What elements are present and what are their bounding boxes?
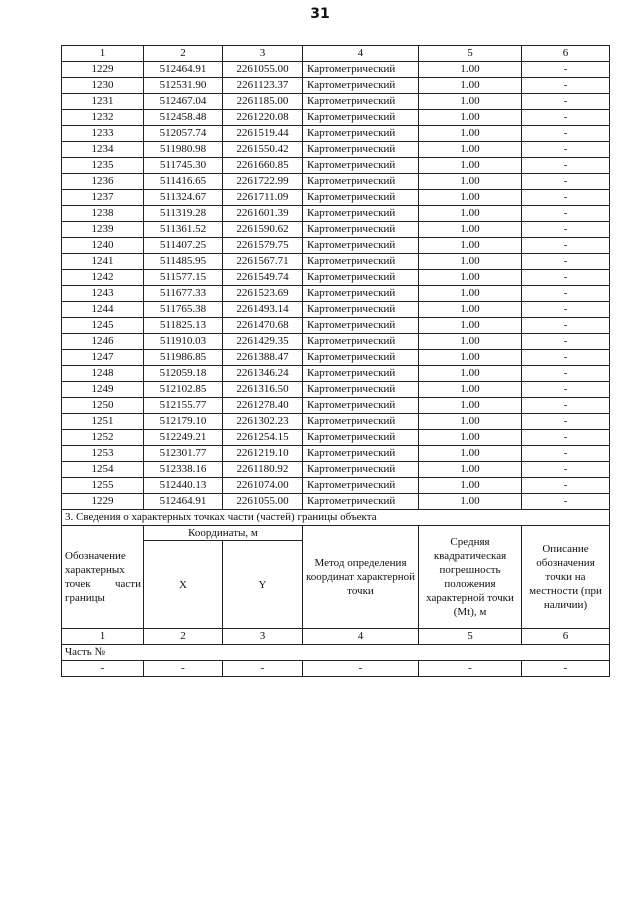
table-row — [62, 110, 610, 126]
table-cell: 511319.28 — [144, 206, 223, 222]
table-row — [62, 270, 610, 286]
table-cell: 1231 — [62, 94, 144, 110]
table-cell: Картометрический — [303, 446, 419, 462]
table-cell: 2261388.47 — [223, 350, 303, 366]
table-cell: 1234 — [62, 142, 144, 158]
table-cell: 1.00 — [419, 318, 522, 334]
description-header: Описание обозначения точки на местности (при наличии) — [522, 526, 610, 629]
table-cell: 2261185.00 — [223, 94, 303, 110]
table-cell: 511416.65 — [144, 174, 223, 190]
table-row — [62, 142, 610, 158]
table-cell: 1240 — [62, 238, 144, 254]
table-cell: 2261550.42 — [223, 142, 303, 158]
table-cell: Картометрический — [303, 142, 419, 158]
table-cell: 2261074.00 — [223, 478, 303, 494]
table-cell: - — [303, 661, 419, 677]
table-cell: Картометрический — [303, 62, 419, 78]
table-cell: Картометрический — [303, 270, 419, 286]
table-cell: 1.00 — [419, 334, 522, 350]
table-cell: - — [522, 430, 610, 446]
table-cell: - — [522, 318, 610, 334]
table-cell: 511485.95 — [144, 254, 223, 270]
header-cell: 2 — [144, 46, 223, 62]
table-cell: 1.00 — [419, 110, 522, 126]
table-cell: 2261429.35 — [223, 334, 303, 350]
table-row — [62, 158, 610, 174]
header-cell: 1 — [62, 46, 144, 62]
table-cell: 1244 — [62, 302, 144, 318]
header-cell: 6 — [522, 46, 610, 62]
header-cell: 3 — [223, 629, 303, 645]
table-cell: 1247 — [62, 350, 144, 366]
table-cell: 511677.33 — [144, 286, 223, 302]
table-row — [62, 462, 610, 478]
y-header: Y — [223, 541, 303, 629]
table-cell: 512301.77 — [144, 446, 223, 462]
table-cell: Картометрический — [303, 334, 419, 350]
table-cell: 2261278.40 — [223, 398, 303, 414]
table-cell: - — [522, 206, 610, 222]
table-cell: 512464.91 — [144, 62, 223, 78]
table-row — [62, 478, 610, 494]
header-cell: 5 — [419, 46, 522, 62]
table-cell: - — [522, 158, 610, 174]
table-cell: 511980.98 — [144, 142, 223, 158]
table-cell: - — [522, 382, 610, 398]
table-cell: - — [522, 462, 610, 478]
table-cell: - — [62, 661, 144, 677]
table-cell: - — [522, 110, 610, 126]
table-cell: 1248 — [62, 366, 144, 382]
table-cell: 2261302.23 — [223, 414, 303, 430]
table-cell: - — [144, 661, 223, 677]
table-cell: - — [522, 190, 610, 206]
table-cell: 512059.18 — [144, 366, 223, 382]
table-cell: 2261123.37 — [223, 78, 303, 94]
table-cell: - — [522, 254, 610, 270]
error-header: Средняя квадратическая погрешность положения характерной точки (Mt), м — [419, 526, 522, 629]
table-cell: 1.00 — [419, 254, 522, 270]
table-cell: 1251 — [62, 414, 144, 430]
table-cell: Картометрический — [303, 430, 419, 446]
table-cell: - — [522, 142, 610, 158]
table-cell: 2261711.09 — [223, 190, 303, 206]
coordinates-header: Координаты, м — [144, 526, 303, 541]
table-cell: 1.00 — [419, 302, 522, 318]
table-cell: - — [522, 78, 610, 94]
table-row — [62, 94, 610, 110]
table-cell: 2261219.10 — [223, 446, 303, 462]
table-cell: 1.00 — [419, 238, 522, 254]
table-cell: - — [522, 446, 610, 462]
table-cell: 1255 — [62, 478, 144, 494]
table-cell: 511986.85 — [144, 350, 223, 366]
table-cell: Картометрический — [303, 494, 419, 510]
table-cell: 2261220.08 — [223, 110, 303, 126]
section-number-row — [62, 629, 610, 645]
table-cell: 512464.91 — [144, 494, 223, 510]
table-cell: 512102.85 — [144, 382, 223, 398]
table-row — [62, 350, 610, 366]
table-row — [62, 494, 610, 510]
table-cell: 1230 — [62, 78, 144, 94]
table-cell: - — [522, 350, 610, 366]
table-cell: 512467.04 — [144, 94, 223, 110]
table-cell: 2261493.14 — [223, 302, 303, 318]
table-cell: 511745.30 — [144, 158, 223, 174]
table-cell: 511407.25 — [144, 238, 223, 254]
table-cell: 511825.13 — [144, 318, 223, 334]
table-cell: Картометрический — [303, 206, 419, 222]
table-cell: Картометрический — [303, 190, 419, 206]
table-cell: 1.00 — [419, 62, 522, 78]
table-cell: Картометрический — [303, 398, 419, 414]
table-row — [62, 382, 610, 398]
table-cell: 1.00 — [419, 142, 522, 158]
header-cell: 5 — [419, 629, 522, 645]
table-cell: 1.00 — [419, 78, 522, 94]
table-cell: Картометрический — [303, 126, 419, 142]
table-cell: 1241 — [62, 254, 144, 270]
table-cell: 1253 — [62, 446, 144, 462]
table-cell: 512057.74 — [144, 126, 223, 142]
table-cell: 1.00 — [419, 494, 522, 510]
table-cell: - — [522, 94, 610, 110]
table-row — [62, 78, 610, 94]
table-cell: 512458.48 — [144, 110, 223, 126]
table-row — [62, 302, 610, 318]
part-label-row — [62, 645, 610, 661]
table-row — [62, 238, 610, 254]
table-cell: - — [522, 366, 610, 382]
table-cell: Картометрический — [303, 254, 419, 270]
table-cell: 1235 — [62, 158, 144, 174]
table-cell: - — [522, 398, 610, 414]
table-cell: 2261567.71 — [223, 254, 303, 270]
table-cell: 2261549.74 — [223, 270, 303, 286]
table-cell: Картометрический — [303, 158, 419, 174]
table-cell: 2261601.39 — [223, 206, 303, 222]
table-cell: Картометрический — [303, 350, 419, 366]
table-cell: Картометрический — [303, 110, 419, 126]
section-header-row — [62, 526, 610, 541]
table-cell: 1.00 — [419, 430, 522, 446]
table-cell: Картометрический — [303, 414, 419, 430]
table-cell: 1.00 — [419, 414, 522, 430]
table-cell: 512440.13 — [144, 478, 223, 494]
table-cell: Картометрический — [303, 222, 419, 238]
table-cell: - — [522, 174, 610, 190]
table-cell: 1243 — [62, 286, 144, 302]
table-cell: 512338.16 — [144, 462, 223, 478]
table-cell: 1242 — [62, 270, 144, 286]
table-cell: 2261316.50 — [223, 382, 303, 398]
table-row — [62, 398, 610, 414]
table-cell: 1.00 — [419, 270, 522, 286]
method-header: Метод определения координат характерной точки — [303, 526, 419, 629]
table-cell: 1245 — [62, 318, 144, 334]
table-cell: 1.00 — [419, 366, 522, 382]
table-row — [62, 446, 610, 462]
page-number: 31 — [310, 6, 330, 22]
table-cell: - — [522, 222, 610, 238]
table-cell: 1.00 — [419, 462, 522, 478]
table-cell: 512249.21 — [144, 430, 223, 446]
table-cell: 1.00 — [419, 382, 522, 398]
table-cell: 1233 — [62, 126, 144, 142]
table-cell: 1238 — [62, 206, 144, 222]
table-cell: 1254 — [62, 462, 144, 478]
table-row — [62, 190, 610, 206]
table-cell: Картометрический — [303, 238, 419, 254]
table-cell: 2261519.44 — [223, 126, 303, 142]
table-cell: 511765.38 — [144, 302, 223, 318]
section-title-row — [62, 510, 610, 526]
table-row — [62, 174, 610, 190]
table-cell: 1.00 — [419, 190, 522, 206]
table-cell: Картометрический — [303, 462, 419, 478]
table-cell: 1236 — [62, 174, 144, 190]
table-cell: 2261055.00 — [223, 494, 303, 510]
table-cell: - — [522, 478, 610, 494]
table-cell: - — [522, 126, 610, 142]
table-cell: 512155.77 — [144, 398, 223, 414]
table-cell: Картометрический — [303, 94, 419, 110]
section-title: 3. Сведения о характерных точках части (частей) границы объекта — [62, 510, 610, 526]
table-cell: 1246 — [62, 334, 144, 350]
table-cell: Картометрический — [303, 382, 419, 398]
table-cell: 1229 — [62, 494, 144, 510]
boundary-points-table — [61, 45, 610, 677]
table-cell: 2261590.62 — [223, 222, 303, 238]
table-cell: 2261579.75 — [223, 238, 303, 254]
table-cell: - — [522, 270, 610, 286]
point-label-header: Обозначение характерных точек части границы — [62, 526, 144, 629]
table-cell: 1.00 — [419, 446, 522, 462]
table-cell: 2261254.15 — [223, 430, 303, 446]
table-cell: 1.00 — [419, 126, 522, 142]
column-number-row — [62, 46, 610, 62]
table-cell: Картометрический — [303, 318, 419, 334]
table-cell: - — [522, 302, 610, 318]
table-cell: 1.00 — [419, 398, 522, 414]
table-row — [62, 366, 610, 382]
table-row — [62, 286, 610, 302]
header-cell: 4 — [303, 629, 419, 645]
table-cell: - — [522, 414, 610, 430]
table-cell: 1250 — [62, 398, 144, 414]
table-cell: 2261523.69 — [223, 286, 303, 302]
header-cell: 1 — [62, 629, 144, 645]
table-cell: 1.00 — [419, 222, 522, 238]
table-cell: Картометрический — [303, 286, 419, 302]
table-cell: - — [522, 238, 610, 254]
table-cell: - — [522, 661, 610, 677]
table-row — [62, 126, 610, 142]
table-cell: Картометрический — [303, 302, 419, 318]
table-row — [62, 206, 610, 222]
table-cell: 2261470.68 — [223, 318, 303, 334]
table-cell: - — [419, 661, 522, 677]
table-cell: 1232 — [62, 110, 144, 126]
table-row — [62, 254, 610, 270]
table-row — [62, 222, 610, 238]
table-cell: 1.00 — [419, 206, 522, 222]
table-cell: 511577.15 — [144, 270, 223, 286]
table-cell: 1237 — [62, 190, 144, 206]
part-label: Часть № — [62, 645, 610, 661]
table-cell: 511361.52 — [144, 222, 223, 238]
table-cell: 512179.10 — [144, 414, 223, 430]
table-cell: 1249 — [62, 382, 144, 398]
table-cell: 1.00 — [419, 174, 522, 190]
table-cell: 2261346.24 — [223, 366, 303, 382]
header-cell: 4 — [303, 46, 419, 62]
table-row — [62, 414, 610, 430]
header-cell: 3 — [223, 46, 303, 62]
table-cell: Картометрический — [303, 478, 419, 494]
table-cell: 2261055.00 — [223, 62, 303, 78]
table-cell: Картометрический — [303, 174, 419, 190]
table-cell: 2261180.92 — [223, 462, 303, 478]
header-cell: 2 — [144, 629, 223, 645]
table-row — [62, 430, 610, 446]
table-cell: Картометрический — [303, 78, 419, 94]
table-cell: 1.00 — [419, 350, 522, 366]
table-row — [62, 62, 610, 78]
table-cell: Картометрический — [303, 366, 419, 382]
table-cell: 1252 — [62, 430, 144, 446]
table-row — [62, 318, 610, 334]
table-cell: 511324.67 — [144, 190, 223, 206]
table-cell: - — [522, 334, 610, 350]
table-cell: 2261660.85 — [223, 158, 303, 174]
table-cell: 1229 — [62, 62, 144, 78]
x-header: X — [144, 541, 223, 629]
table-cell: 2261722.99 — [223, 174, 303, 190]
table-cell: - — [522, 494, 610, 510]
table-cell: - — [223, 661, 303, 677]
table-cell: 1239 — [62, 222, 144, 238]
empty-data-row — [62, 661, 610, 677]
table-cell: 1.00 — [419, 158, 522, 174]
table-row — [62, 334, 610, 350]
header-cell: 6 — [522, 629, 610, 645]
table-cell: 1.00 — [419, 286, 522, 302]
table-cell: 512531.90 — [144, 78, 223, 94]
table-cell: 511910.03 — [144, 334, 223, 350]
table-cell: 1.00 — [419, 94, 522, 110]
table-cell: 1.00 — [419, 478, 522, 494]
table-cell: - — [522, 286, 610, 302]
table-cell: - — [522, 62, 610, 78]
